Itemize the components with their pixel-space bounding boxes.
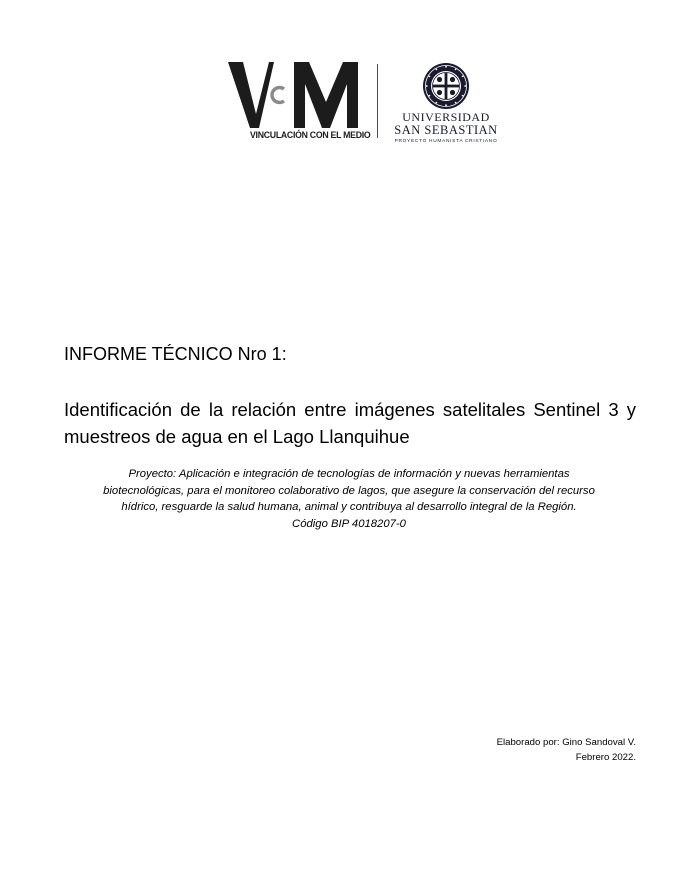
project-line: biotecnológicas, para el monitoreo colaborativo de lagos, que asegure la conservación del recurso xyxy=(103,484,595,497)
uss-seal-icon xyxy=(422,62,470,110)
uss-name-line2: SAN SEBASTIAN xyxy=(394,123,498,137)
report-title: Identificación de la relación entre imágenes satelitales Sentinel 3 y muestreos de agua en el Lago Llanquihue xyxy=(64,399,636,447)
vcm-logo xyxy=(228,60,371,146)
uss-tagline: PROYECTO HUMANISTA CRISTIANO xyxy=(394,139,498,144)
uss-name-line1: UNIVERSIDAD xyxy=(402,110,490,124)
vcm-logo-mark xyxy=(228,62,366,128)
report-heading: INFORME TÉCNICO Nro 1: xyxy=(64,344,287,364)
date-line: Febrero 2022. xyxy=(575,752,636,763)
vcm-logo-caption: VINCULACIÓN CON EL MEDIO xyxy=(250,130,371,141)
project-code: Código BIP 4018207-0 xyxy=(292,517,406,530)
signature-block xyxy=(400,735,636,765)
logo-header xyxy=(228,60,503,150)
project-description xyxy=(68,466,630,532)
author-line: Elaborado por: Gino Sandoval V. xyxy=(496,737,636,748)
project-line: hídrico, resguarde la salud humana, animal y contribuya al desarrollo integral de la Región. xyxy=(121,501,577,513)
project-line: Proyecto: Aplicación e integración de tecnologías de información y nuevas herramientas xyxy=(128,468,570,480)
logo-divider xyxy=(377,64,378,138)
uss-logo xyxy=(388,60,504,150)
